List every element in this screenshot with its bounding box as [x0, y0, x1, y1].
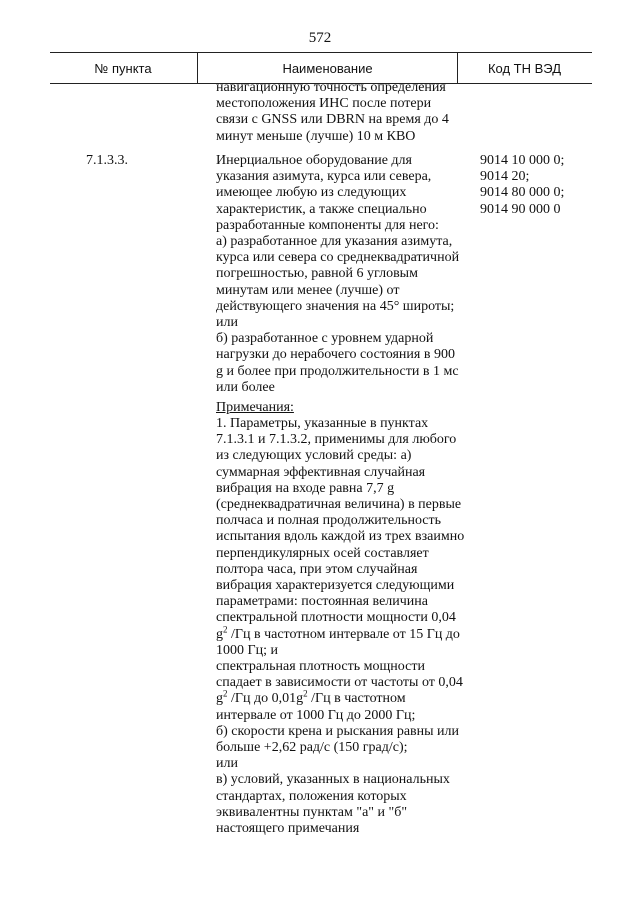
page-number: 572 — [308, 30, 332, 46]
notes-text — [216, 416, 464, 837]
header-item-number: № пункта — [94, 61, 152, 76]
header-tn-ved-code: Код ТН ВЭД — [487, 61, 562, 76]
header-name: Наименование — [197, 53, 458, 83]
tn-ved-codes: 9014 10 000 0; 9014 20; 9014 80 000 0; 9014 90 000 0 — [480, 153, 565, 217]
notes-text-part: /Гц в частотном интервале от 1000 Гц до 2000 Гц; б) скорости крена и рыскания равны или больше +2,62 рад/с (150 град/с); или в) условий, указанных в национальных стандартах, положения которых эквивалентны пунктам "а" и "б" настоящего примечания — [216, 691, 460, 837]
item-number: 7.1.3.3. — [86, 153, 128, 168]
superscript: 2 — [223, 623, 228, 634]
notes-text-part: /Гц до 0,01g — [227, 691, 304, 707]
notes-text-part: 1. Параметры, указанные в пунктах 7.1.3.1 и 7.1.3.2, применимы для любого из следующих условий среды: а) суммарная эффективная случайная вибрация на входе равна 7,7 g (среднеквадратичная величина) в первые полчаса и полная продолжительность испытания вдоль каждой из трех взаимно перпендикулярных осей составляет полтора часа, при этом случайная вибрация характеризуется следующими параметрами: постоянная величина спектральной плотности мощности 0,04 g — [216, 416, 465, 642]
continued-description: навигационную точность определения местоположения ИНС после потери связи с GNSS или DBRN на время до 4 минут меньше (лучше) 10 м КВО — [216, 80, 449, 144]
superscript: 2 — [303, 688, 308, 699]
item-description: Инерциальное оборудование для указания азимута, курса или севера, имеющее любую из следующих характеристик, а также специально разработанные компоненты для него: а) разработанное для указания азимута, курса или севера со среднеквадратичной погрешностью, равной 6 угловым минутам или менее (лучше) от действующего значения на 45° широты; или б) разработанное с уровнем ударной нагрузки до нерабочего состояния в 900 g и более при продолжительности в 1 мс или более — [216, 153, 460, 395]
superscript: 2 — [223, 688, 228, 699]
notes-text-part: /Гц в частотном интервале от 15 Гц до 1000 Гц; и спектральная плотность мощности спадает в зависимости от частоты от 0,04 g — [216, 626, 463, 707]
notes-title: Примечания: — [216, 400, 294, 415]
